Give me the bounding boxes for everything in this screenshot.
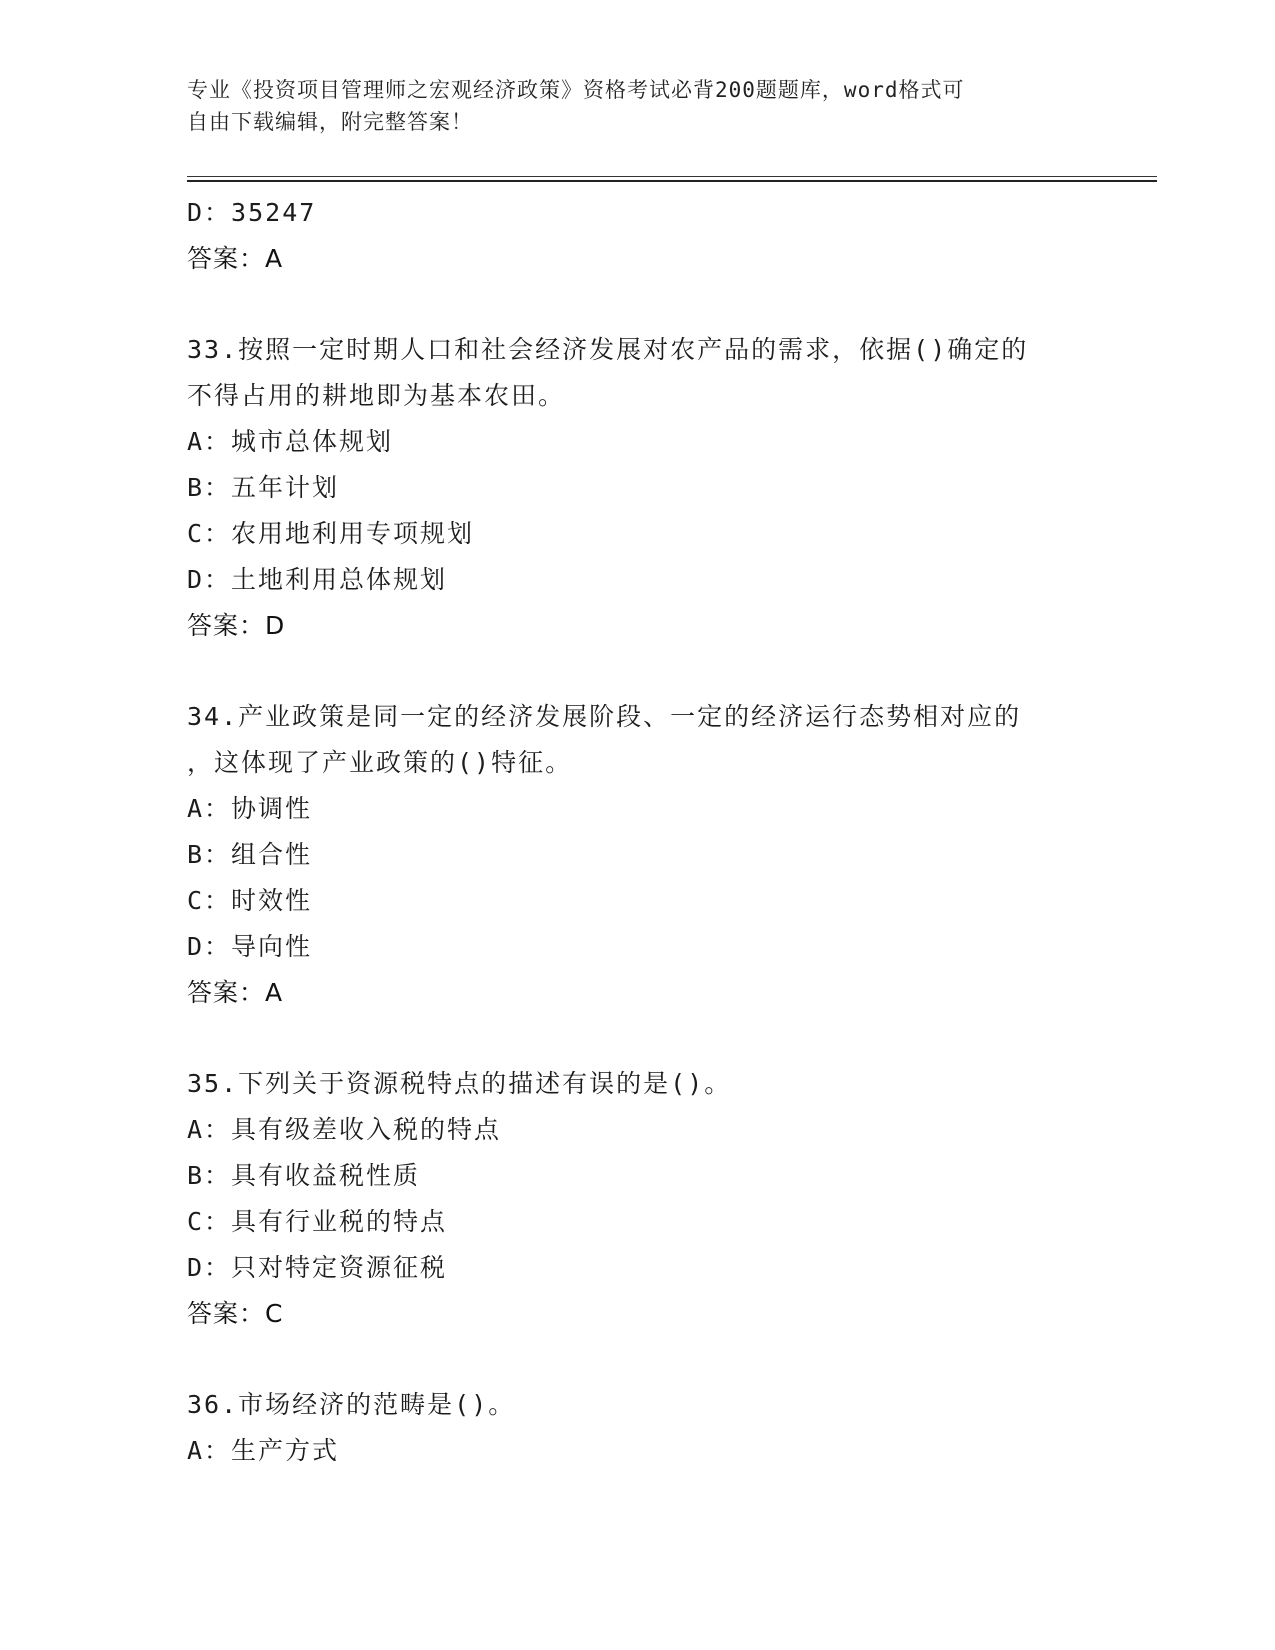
- option-a: A：城市总体规划: [187, 427, 394, 456]
- option-c: C：时效性: [187, 886, 313, 915]
- option-c: C：农用地利用专项规划: [187, 519, 475, 548]
- stem-line-1: 33.按照一定时期人口和社会经济发展对农产品的需求，依据()确定的: [187, 335, 1029, 364]
- question-stem: [187, 694, 1067, 786]
- option-a: A：协调性: [187, 794, 313, 823]
- document-page: [187, 0, 1157, 1650]
- header-line-2: 自由下载编辑，附完整答案！: [187, 110, 473, 134]
- header-divider-thin: [187, 176, 1157, 177]
- option-d: D：35247: [187, 198, 317, 227]
- stem-line-1: 36.市场经济的范畴是()。: [187, 1390, 516, 1419]
- stem-line-2: ，这体现了产业政策的()特征。: [187, 748, 573, 777]
- question-34: [187, 694, 1087, 1016]
- option-d: D：只对特定资源征税: [187, 1253, 448, 1282]
- option-b: B：具有收益税性质: [187, 1161, 421, 1190]
- option-b: B：五年计划: [187, 473, 340, 502]
- option-a: A：生产方式: [187, 1436, 340, 1465]
- option-c: C：具有行业税的特点: [187, 1207, 448, 1236]
- question-35: [187, 1061, 1087, 1337]
- question-36: [187, 1382, 1087, 1474]
- question-list: [187, 190, 1087, 1474]
- document-header: [187, 74, 1067, 138]
- question-stem: [187, 327, 1067, 419]
- answer-line: 答案：A: [187, 244, 284, 273]
- stem-line-1: 35.下列关于资源税特点的描述有误的是()。: [187, 1069, 732, 1098]
- header-line-1: 专业《投资项目管理师之宏观经济政策》资格考试必背200题题库，word格式可: [187, 78, 965, 102]
- option-b: B：组合性: [187, 840, 313, 869]
- header-divider-thick: [187, 180, 1157, 182]
- question-stem: [187, 1061, 1067, 1107]
- stem-line-1: 34.产业政策是同一定的经济发展阶段、一定的经济运行态势相对应的: [187, 702, 1022, 731]
- stem-line-2: 不得占用的耕地即为基本农田。: [187, 381, 566, 410]
- option-d: D：导向性: [187, 932, 313, 961]
- answer-line: 答案：C: [187, 1299, 284, 1328]
- question-33: [187, 327, 1087, 649]
- answer-line: 答案：A: [187, 978, 284, 1007]
- option-a: A：具有级差收入税的特点: [187, 1115, 502, 1144]
- answer-line: 答案：D: [187, 611, 286, 640]
- question-stem: [187, 1382, 1067, 1428]
- option-d: D：土地利用总体规划: [187, 565, 448, 594]
- previous-question-tail: [187, 190, 1087, 282]
